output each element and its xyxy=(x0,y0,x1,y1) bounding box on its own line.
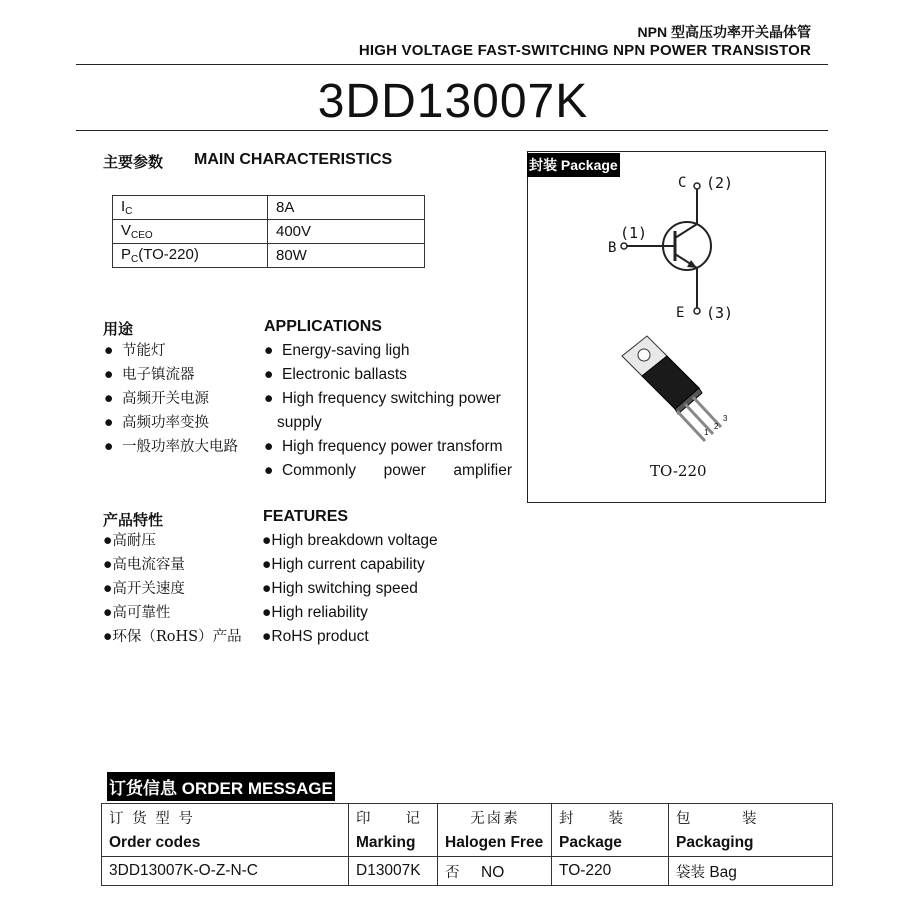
pin-b-number: (1) xyxy=(620,224,648,242)
order-header-en-row xyxy=(102,830,833,857)
features-list-cn xyxy=(103,529,242,649)
main-characteristics-heading-en: MAIN CHARACTERISTICS xyxy=(194,151,393,168)
marking-cell: D13007K xyxy=(349,857,438,886)
applications-list-cn xyxy=(104,339,238,459)
order-header-cn: 封 装 xyxy=(552,804,669,831)
pin-c-number: (2) xyxy=(706,174,734,192)
param-symbol: $I_C$ xyxy=(113,196,268,220)
applications-heading-en: APPLICATIONS xyxy=(264,318,382,335)
param-symbol: $V_{CEO}$ xyxy=(113,220,268,244)
list-item: ● 一般功率放大电路 xyxy=(104,438,238,455)
param-value: 80W xyxy=(268,244,425,268)
title-rule xyxy=(76,130,828,131)
list-item: ●High reliability xyxy=(262,604,368,621)
list-item: ●High breakdown voltage xyxy=(262,532,438,549)
applications-heading-cn: 用途 xyxy=(103,320,134,338)
package-name: TO-220 xyxy=(650,462,707,480)
package-label: 封装 Package xyxy=(527,153,620,177)
applications-list-en xyxy=(264,339,512,483)
list-item: ● Electronic ballasts xyxy=(264,366,407,383)
header-rule xyxy=(76,64,828,65)
to220-package-illustration xyxy=(622,336,721,441)
list-item: ●High current capability xyxy=(262,556,425,573)
part-number-title: 3DD13007K xyxy=(317,75,589,128)
list-item: ● 高频开关电源 xyxy=(104,390,209,407)
halogen-free-cell: 否 NO xyxy=(438,857,552,886)
npn-transistor-symbol xyxy=(621,183,711,314)
pin-b-label: B xyxy=(608,240,617,256)
order-header-en: Package xyxy=(552,830,669,857)
param-row-pc xyxy=(113,244,425,268)
order-header-cn: 订 货 型 号 xyxy=(102,804,349,831)
list-item-continuation: supply xyxy=(277,414,322,431)
pin-c-label: C xyxy=(678,175,687,191)
header-title-en: HIGH VOLTAGE FAST-SWITCHING NPN POWER TRANSISTOR xyxy=(358,42,811,59)
list-item: ●环保（RoHS）产品 xyxy=(103,628,242,645)
order-header-cn-row xyxy=(102,804,833,831)
order-header-en: Halogen Free xyxy=(438,830,552,857)
list-item: ●High switching speed xyxy=(262,580,418,597)
list-item: ●高开关速度 xyxy=(103,580,185,597)
order-header-en: Packaging xyxy=(669,830,833,857)
main-characteristics-heading-cn: 主要参数 xyxy=(103,153,164,171)
order-table xyxy=(101,803,833,886)
package-drawing xyxy=(527,151,826,503)
order-header-cn: 包 装 xyxy=(669,804,833,831)
list-item: ● High frequency switching power xyxy=(264,390,501,407)
order-message-label: 订货信息 ORDER MESSAGE xyxy=(107,772,335,801)
param-symbol: $P_C(TO-220)$ xyxy=(113,244,268,268)
package-cell: TO-220 xyxy=(552,857,669,886)
param-value: 8A xyxy=(268,196,425,220)
order-header-en: Order codes xyxy=(102,830,349,857)
main-characteristics-table xyxy=(112,195,425,268)
pin-e-label: E xyxy=(676,305,685,321)
lead-number-1: 1 xyxy=(704,428,709,437)
param-row-ic xyxy=(113,196,425,220)
param-value: 400V xyxy=(268,220,425,244)
features-heading-cn: 产品特性 xyxy=(103,511,164,529)
lead-number-2: 2 xyxy=(714,422,719,431)
param-row-vceo xyxy=(113,220,425,244)
list-item: ● 电子镇流器 xyxy=(104,366,195,383)
header-title-cn: NPN 型高压功率开关晶体管 xyxy=(637,24,811,40)
list-item: ● Energy-saving ligh xyxy=(264,342,410,359)
list-item: ● 节能灯 xyxy=(104,342,166,359)
order-header-cn: 无卤素 xyxy=(438,804,552,831)
pin-e-number: (3) xyxy=(706,304,734,322)
list-item: ●RoHS product xyxy=(262,628,369,645)
features-heading-en: FEATURES xyxy=(263,508,349,525)
list-item: ●高电流容量 xyxy=(103,556,185,573)
table-row xyxy=(102,857,833,886)
order-header-cn: 印 记 xyxy=(349,804,438,831)
features-list-en xyxy=(262,529,438,649)
list-item: ●高可靠性 xyxy=(103,604,171,621)
list-item: ● High frequency power transform xyxy=(264,438,503,455)
order-header-en: Marking xyxy=(349,830,438,857)
list-item: ●高耐压 xyxy=(103,532,156,549)
list-item: ● 高频功率变换 xyxy=(104,414,209,431)
packaging-cell: 袋装 Bag xyxy=(669,857,833,886)
list-item: ● Commonly power amplifier xyxy=(264,462,512,479)
lead-number-3: 3 xyxy=(723,414,728,423)
order-code-cell: 3DD13007K-O-Z-N-C xyxy=(102,857,349,886)
